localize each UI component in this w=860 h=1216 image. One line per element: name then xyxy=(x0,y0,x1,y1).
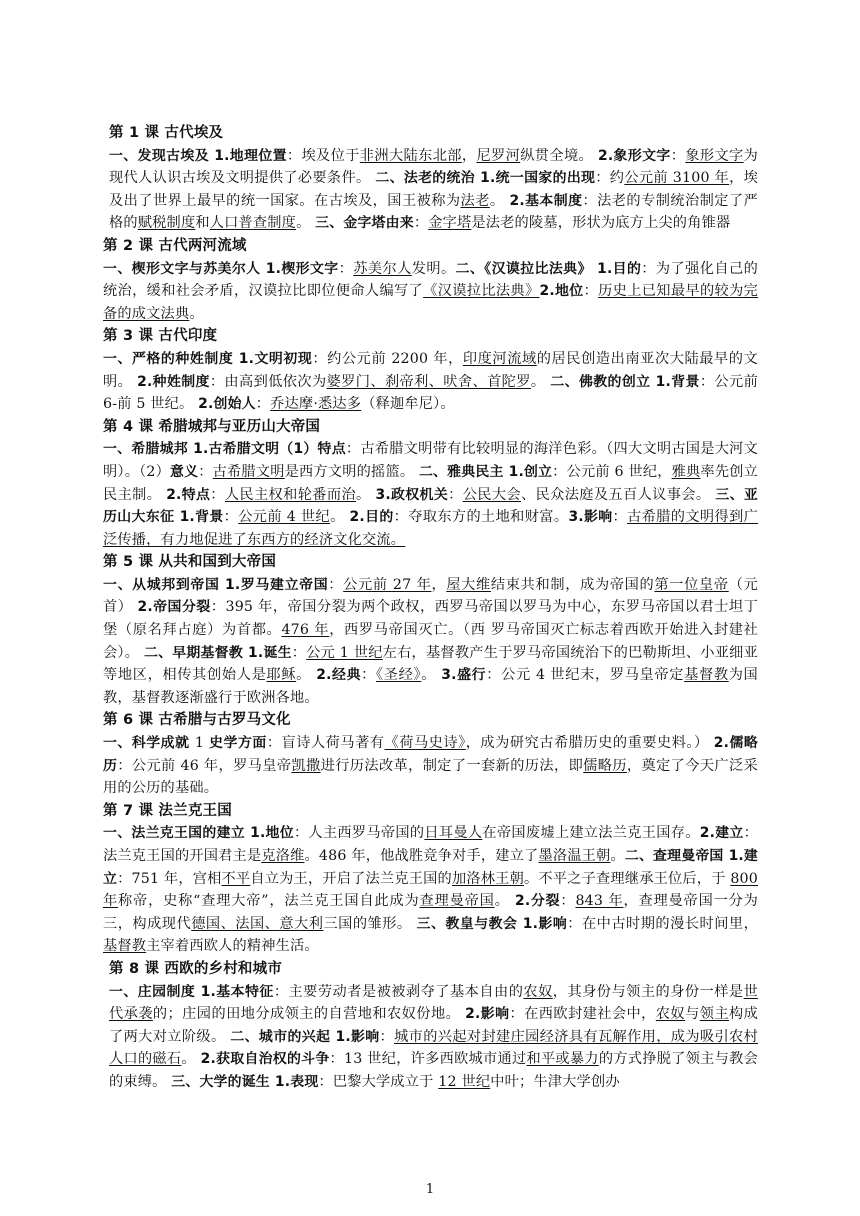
body-text: ，查理曼帝国一分为三，构成现代 xyxy=(103,893,759,932)
key-term: 耶稣 xyxy=(266,667,297,684)
key-term: 不平 xyxy=(221,870,251,887)
section-heading: 2.特点 xyxy=(166,486,211,503)
key-term: 古希腊文明 xyxy=(212,463,285,480)
key-term: 屋大维 xyxy=(446,576,491,593)
body-text: 。 xyxy=(296,667,317,684)
body-text: ：约 xyxy=(595,170,625,187)
section-heading: 一、科学成就 xyxy=(103,735,195,752)
key-term: 城市的兴起对封建庄园经济具有瓦解作用，成为吸引农村人口的磁石 xyxy=(109,1028,758,1068)
section-heading: 2.创始人 xyxy=(198,396,256,413)
section-heading: 一、发现古埃及 xyxy=(109,147,215,164)
section-heading: 2.获取自治权的斗争 xyxy=(200,1051,330,1068)
key-term: 尼罗河 xyxy=(476,147,521,164)
body-text: 。 xyxy=(530,373,551,390)
key-term: 法老 xyxy=(460,192,490,209)
key-term: 人民主权和轮番而治 xyxy=(224,486,356,503)
body-text: 。 xyxy=(421,667,442,684)
section-heading: 2.基本制度 xyxy=(509,192,583,209)
key-term: 《汉谟拉比法典》 xyxy=(423,283,540,300)
key-term: 古希腊的文明得到广泛传播，有力地促进了东西方的经济文化交流。 xyxy=(103,509,759,548)
section-heading: 一、希腊城邦 1.古希腊文明（1）特点 xyxy=(103,441,346,458)
body-text: 称帝，史称“查理大帝”，法兰克王国自此成为 xyxy=(118,893,420,910)
key-term: 公民大会 xyxy=(462,486,521,503)
body-text: 。 xyxy=(181,1051,201,1068)
lesson-title: 第 2 课 古代两河流域 xyxy=(103,237,247,254)
page-content xyxy=(103,122,758,1094)
section-heading: 2.帝国分裂 xyxy=(137,599,211,616)
body-text: ，成为研究古希腊历史的重要史料。） xyxy=(465,735,714,752)
body-text: ：13 世纪，许多西欧城市通过 xyxy=(329,1051,527,1068)
body-text: ： xyxy=(413,215,429,232)
lesson-body xyxy=(103,438,758,551)
section-heading: 二、佛教的创立 1.背景 xyxy=(550,373,700,390)
body-text: ：由高到低依次为 xyxy=(209,373,327,390)
body-text: 主宰着西欧人的精神生活。 xyxy=(146,938,319,955)
body-text: ：为了强化自己的统治，缓和社会矛盾，汉谟拉比即位便命人编写了 xyxy=(103,260,758,300)
body-text: ：法老的专制统治制定了严格的 xyxy=(109,192,758,232)
lesson-body xyxy=(103,732,758,800)
lesson-title: 第 5 课 从共和国到大帝国 xyxy=(103,554,277,571)
key-term: 800 年 xyxy=(103,870,759,910)
key-term: 农奴 xyxy=(655,1006,686,1023)
key-term: 基督教 xyxy=(684,667,729,684)
body-text: ： xyxy=(670,147,686,164)
body-text: ：公元前 46 年，罗马皇帝 xyxy=(117,757,292,774)
key-term: 雅典 xyxy=(671,463,701,480)
key-term: 领主 xyxy=(699,1006,729,1023)
section-heading: 3.影响 xyxy=(568,509,613,526)
key-term: 公元 1 世纪 xyxy=(306,644,383,661)
body-text: ： xyxy=(291,644,307,661)
body-text: ： xyxy=(338,260,354,277)
section-heading: 一、楔形文字与苏美尔人 1.楔形文字 xyxy=(103,260,339,277)
body-text: ， xyxy=(431,576,447,593)
body-text: 是法老的陵墓，形状为底方上尖的角锥器 xyxy=(471,215,731,232)
section-heading: 1.地理位置 xyxy=(214,147,287,164)
key-term: 乔达摩·悉达多 xyxy=(270,396,362,413)
body-text: ： xyxy=(328,576,344,593)
section-heading: 一、法兰克王国的建立 1.地位 xyxy=(103,825,294,842)
key-term: 12 世纪 xyxy=(438,1073,491,1090)
body-text: ：公元前 6 世纪， xyxy=(552,463,672,480)
body-text: ， xyxy=(461,147,477,164)
section-heading: 二、查理曼帝国 1.建立 xyxy=(103,848,759,887)
lesson-title: 第 8 课 西欧的乡村和城市 xyxy=(109,960,283,977)
body-text: 为国教，基督教逐渐盛行于欧洲各地。 xyxy=(103,667,758,706)
body-text: 中叶；牛津大学创办 xyxy=(490,1073,620,1090)
body-text: 。 xyxy=(189,305,204,322)
section-heading: 3.政权机关 xyxy=(375,486,449,503)
section-heading: 三、大学的诞生 1.表现 xyxy=(171,1073,319,1090)
body-text: 构成了两大对立阶级。 xyxy=(109,1006,759,1045)
section-heading: 意义 xyxy=(170,463,199,480)
section-heading: 二、法老的统治 1.统一国家的出现 xyxy=(375,170,596,187)
lesson-body xyxy=(103,258,758,326)
body-text: 为现代人认识古埃及文明提供了必要条件。 xyxy=(109,147,758,187)
key-term: 和平或暴力 xyxy=(526,1051,599,1068)
key-term: 凯撒 xyxy=(291,757,321,774)
lesson-title: 第 6 课 古希腊与古罗马文化 xyxy=(103,712,291,729)
body-text: ，埃及出了世界上最早的统一国家。在古埃及，国王被称为 xyxy=(109,170,758,209)
body-text: 。 xyxy=(489,192,510,209)
section-heading: 2.儒略历 xyxy=(103,735,758,774)
body-text: 。 xyxy=(296,215,316,232)
body-text: 进行历法改革，制定了一套新的历法，即 xyxy=(320,757,584,774)
section-heading: 一、从城邦到帝国 1.罗马建立帝国 xyxy=(103,576,329,593)
body-text: 。 xyxy=(494,893,515,910)
section-heading: 2.象形文字 xyxy=(598,147,671,164)
body-text: ：巴黎大学成立于 xyxy=(318,1073,439,1090)
body-text: 率先创立民主制。 xyxy=(103,463,759,503)
body-text: ：公元前 6-前 5 世纪。 xyxy=(103,373,758,413)
body-text: ： xyxy=(255,396,271,413)
section-heading: 三、教皇与教会 1.影响 xyxy=(416,915,568,932)
body-text: （元首） xyxy=(103,576,759,616)
body-text: ，奠定了今天广泛采用的公历的基础。 xyxy=(103,757,758,797)
body-text: 纵贯全境。 xyxy=(520,147,599,164)
body-text: ：在中古时期的漫长时间里， xyxy=(567,915,758,932)
body-text: ：在西欧封建社会中， xyxy=(509,1006,656,1023)
key-term: 《荷马史诗》 xyxy=(384,735,466,752)
key-term: 非洲大陆东北部 xyxy=(359,147,462,164)
body-text: 结束共和制，成为帝国的 xyxy=(490,576,655,593)
key-term: 476 年 xyxy=(281,622,330,639)
key-term: 世代承袭 xyxy=(109,983,759,1023)
body-text: ：395 年，帝国分裂为两个政权，西罗马帝国以罗马为中心，东罗马帝国以君士坦丁堡（原名拜占庭）为首都。 xyxy=(103,599,758,639)
body-text: ：古希腊文明带有比较明显的海洋色彩。（四大文明古国是大河文明）。（2） xyxy=(103,441,759,480)
section-heading: 史学方面 xyxy=(209,735,267,752)
key-term: 843 年 xyxy=(575,893,624,910)
section-heading: 一、严格的种姓制度 1.文明初现 xyxy=(103,350,313,367)
section-heading: 2.建立 xyxy=(699,825,744,842)
body-text: ，西罗马帝国灭亡。（西 罗马帝国灭亡标志着西欧开始进入封建社会）。 xyxy=(103,622,758,661)
body-text: ： xyxy=(560,893,576,910)
body-text: 自立为王，开启了法兰克王国的 xyxy=(250,870,452,887)
body-text: ：盲诗人荷马著有 xyxy=(266,735,385,752)
body-text: 1 xyxy=(194,735,210,752)
body-text: 。 xyxy=(330,509,350,526)
body-text: ： xyxy=(210,486,225,503)
body-text: ：法兰克王国的开国君主是 xyxy=(103,825,758,864)
key-term: 克洛维 xyxy=(261,848,305,864)
key-term: 加洛林王朝 xyxy=(451,870,524,887)
body-text: ： xyxy=(612,509,628,526)
section-heading: 三、亚历山大东征 1.背景 xyxy=(103,486,758,526)
section-heading: 2.目的 xyxy=(349,509,394,526)
body-text: 和 xyxy=(195,215,210,232)
section-heading: 2.种姓制度 xyxy=(137,373,210,390)
body-text: ：751 年，宫相 xyxy=(117,870,222,887)
key-term: 公元前 3100 年 xyxy=(624,170,730,187)
body-text: 。 xyxy=(610,848,625,864)
lesson-body xyxy=(103,822,758,958)
lesson-title: 第 4 课 希腊城邦与亚历山大帝国 xyxy=(103,418,321,435)
body-text: ，其身份与领主的身份一样是 xyxy=(552,983,744,1000)
key-term: 农奴 xyxy=(523,983,553,1000)
section-heading: 3.盛行 xyxy=(441,667,487,684)
body-text: ： xyxy=(198,463,213,480)
body-text: 发明。 xyxy=(411,260,456,277)
key-term: 金字塔 xyxy=(428,215,472,232)
section-heading: 2.影响 xyxy=(465,1006,510,1023)
body-text: 与 xyxy=(685,1006,700,1023)
section-heading: 2.分裂 xyxy=(514,893,561,910)
section-heading: 二、早期基督教 1.诞生 xyxy=(143,644,292,661)
section-heading: 三、金字塔由来 xyxy=(315,215,414,232)
section-heading: 2.地位 xyxy=(539,283,584,300)
page-number: 1 xyxy=(425,1182,435,1197)
section-heading: 二、《汉谟拉比法典》 1.目的 xyxy=(455,260,642,277)
lesson-title: 第 7 课 法兰克王国 xyxy=(103,802,232,819)
key-term: 印度河流域 xyxy=(462,350,537,367)
body-text: ：人主西罗马帝国的 xyxy=(293,825,425,842)
body-text: 的；庄园的田地分成领主的自营地和农奴份地。 xyxy=(152,1006,466,1023)
body-text: 的方式挣脱了领主与教会的束缚。 xyxy=(109,1051,758,1090)
key-term: 第一位皇帝 xyxy=(654,576,729,593)
key-term: 赋税制度 xyxy=(137,215,196,232)
section-heading: 一、庄园制度 1.基本特征 xyxy=(109,983,274,1000)
body-text: ： xyxy=(583,283,599,300)
body-text: ：夺取东方的土地和财富。 xyxy=(393,509,569,526)
body-text: ：公元 4 世纪末，罗马皇帝定 xyxy=(486,667,685,684)
body-text: （释迦牟尼）。 xyxy=(361,396,455,413)
body-text: ： xyxy=(448,486,463,503)
body-text: ： xyxy=(379,1028,395,1045)
lesson-body xyxy=(103,574,758,710)
key-term: 公元前 27 年 xyxy=(343,576,432,593)
body-text: 左右，基督教产生于罗马帝国统治下的巴勒斯坦、小亚细亚等地区，相传其创始人是 xyxy=(103,644,758,684)
key-term: 象形文字 xyxy=(685,147,744,164)
body-text: 三国的雏形。 xyxy=(323,915,417,932)
key-term: 查理曼帝国 xyxy=(419,893,495,910)
body-text: ： xyxy=(223,509,239,526)
key-term: 基督教 xyxy=(103,938,147,955)
lesson-title: 第 3 课 古代印度 xyxy=(103,328,218,345)
key-term: 《圣经》 xyxy=(376,667,422,684)
key-term: 儒略历 xyxy=(583,757,627,774)
lesson-body xyxy=(103,348,758,416)
section-heading: 二、城市的兴起 1.影响 xyxy=(230,1028,380,1045)
body-text: ：主要劳动者是被被剥夺了基本自由的 xyxy=(273,983,524,1000)
key-term: 婆罗门、刹帝利、吠舍、首陀罗 xyxy=(326,373,531,390)
body-text: 是西方文明的摇篮。 xyxy=(284,463,419,480)
body-text: ： xyxy=(361,667,377,684)
key-term: 德国、法国、意大利 xyxy=(191,915,324,932)
body-text: 。486 年，他战胜竞争对手，建立了 xyxy=(304,848,539,864)
body-text: ：埃及位于 xyxy=(286,147,360,164)
key-term: 公元前 4 世纪 xyxy=(238,509,331,526)
body-text: ：约公元前 2200 年， xyxy=(312,350,463,367)
body-text: 在帝国废墟上建立法兰克王国存。 xyxy=(482,825,700,842)
key-term: 墨洛温王朝 xyxy=(538,848,611,864)
body-text: 。 xyxy=(356,486,376,503)
body-text: 。不平之子查理继承王位后，于 xyxy=(523,870,731,887)
lesson-title: 第 1 课 古代埃及 xyxy=(109,125,224,141)
body-text: 的居民创造出南亚次大陆最早的文明。 xyxy=(103,350,758,390)
key-term: 历史上已知最早的较为完备的成文法典 xyxy=(103,283,759,322)
section-heading: 2.经典 xyxy=(316,667,362,684)
key-term: 人口普查制度 xyxy=(209,215,297,232)
key-term: 苏美尔人 xyxy=(353,260,412,277)
section-heading: 二、雅典民主 1.创立 xyxy=(418,463,553,480)
lesson-body xyxy=(103,981,758,1094)
lesson-body xyxy=(103,145,758,235)
body-text: 、民众法庭及五百人议事会。 xyxy=(520,486,716,503)
key-term: 日耳曼人 xyxy=(424,825,483,842)
